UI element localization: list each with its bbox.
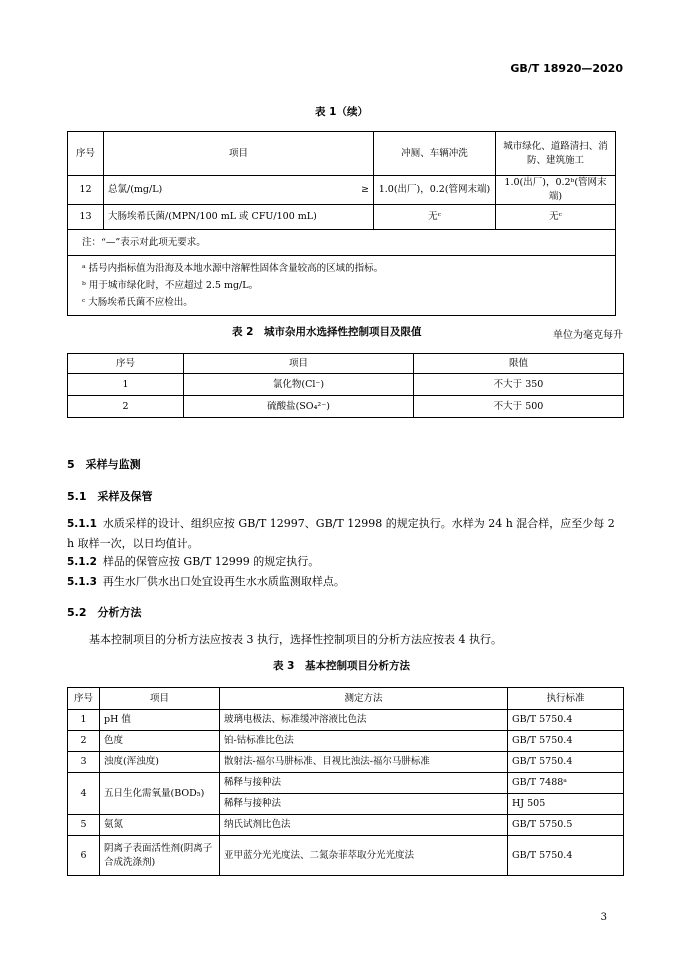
table2-header-limit: 限值 bbox=[414, 354, 624, 374]
page-number: 3 bbox=[600, 912, 607, 923]
row-no: 12 bbox=[68, 176, 104, 205]
table-row bbox=[68, 396, 624, 418]
table2 bbox=[67, 353, 624, 418]
row-method: 纳氏试剂比色法 bbox=[220, 815, 508, 836]
row-method: 亚甲蓝分光光度法、二氮杂菲萃取分光光度法 bbox=[220, 836, 508, 876]
table3-header-row bbox=[68, 688, 624, 710]
table-row bbox=[68, 710, 624, 731]
clause-5-1-3 bbox=[67, 572, 623, 592]
clause-number: 5.1.2 bbox=[67, 556, 97, 568]
table1-header-item: 项目 bbox=[104, 132, 374, 176]
clause-number: 5.1.3 bbox=[67, 576, 97, 588]
table1-footnotes-row bbox=[68, 256, 616, 316]
table3-caption: 表 3 基本控制项目分析方法 bbox=[273, 660, 410, 672]
row-method: 稀释与接种法 bbox=[220, 773, 508, 794]
table2-header-row bbox=[68, 354, 624, 374]
table3 bbox=[67, 687, 624, 876]
row-item: pH 值 bbox=[100, 710, 220, 731]
section-5-2-heading: 5.2 分析方法 bbox=[67, 606, 142, 619]
clause-5-1-2 bbox=[67, 552, 623, 572]
row-standard: GB/T 5750.4 bbox=[508, 752, 624, 773]
row-limit: 不大于 500 bbox=[414, 396, 624, 418]
table1-header-no: 序号 bbox=[68, 132, 104, 176]
row-method: 稀释与接种法 bbox=[220, 794, 508, 815]
row-no: 2 bbox=[68, 731, 100, 752]
comparison-symbol: ≥ bbox=[361, 184, 369, 195]
section-5-heading: 5 采样与监测 bbox=[67, 458, 141, 471]
table-row bbox=[68, 815, 624, 836]
table-row bbox=[68, 731, 624, 752]
row-limit: 不大于 350 bbox=[414, 374, 624, 396]
footnote-a: ᵃ 括号内指标值为沿海及本地水源中溶解性固体含量较高的区域的指标。 bbox=[82, 263, 384, 274]
clause-number: 5.1.1 bbox=[67, 518, 97, 530]
row-item: 浊度(浑浊度) bbox=[100, 752, 220, 773]
table3-header-method: 测定方法 bbox=[220, 688, 508, 710]
row-no: 13 bbox=[68, 205, 104, 230]
row-no: 1 bbox=[68, 374, 184, 396]
table-row bbox=[68, 836, 624, 876]
row-no: 1 bbox=[68, 710, 100, 731]
table3-header-item: 项目 bbox=[100, 688, 220, 710]
row-no: 4 bbox=[68, 773, 100, 815]
table1-note: 注：“—”表示对此项无要求。 bbox=[68, 230, 616, 256]
row-method: 铂-钴标准比色法 bbox=[220, 731, 508, 752]
table-row bbox=[68, 205, 616, 230]
row-standard: GB/T 5750.4 bbox=[508, 731, 624, 752]
row-item: 大肠埃希氏菌/(MPN/100 mL 或 CFU/100 mL) bbox=[104, 205, 374, 230]
section-5-1-heading: 5.1 采样及保管 bbox=[67, 490, 153, 503]
row-item: 硫酸盐(SO₄²⁻) bbox=[184, 396, 414, 418]
footnote-c: ᶜ 大肠埃希氏菌不应检出。 bbox=[82, 297, 193, 308]
row-item: 氨氮 bbox=[100, 815, 220, 836]
row-standard: GB/T 5750.5 bbox=[508, 815, 624, 836]
clause-text: 再生水厂供水出口处宜设再生水水质监测取样点。 bbox=[102, 575, 345, 588]
row-item: 氯化物(Cl⁻) bbox=[184, 374, 414, 396]
standard-number: GB/T 18920—2020 bbox=[510, 62, 623, 75]
table2-caption: 表 2 城市杂用水选择性控制项目及限值 bbox=[232, 326, 422, 338]
table-row bbox=[68, 752, 624, 773]
row-method: 玻璃电极法、标准缓冲溶液比色法 bbox=[220, 710, 508, 731]
row-standard: GB/T 5750.4 bbox=[508, 710, 624, 731]
clause-5-1-1 bbox=[67, 514, 623, 553]
row-standard: GB/T 5750.4 bbox=[508, 836, 624, 876]
footnote-b: ᵇ 用于城市绿化时，不应超过 2.5 mg/L。 bbox=[82, 280, 259, 291]
table-row bbox=[68, 773, 624, 794]
row-col2: 无ᶜ bbox=[496, 205, 616, 230]
row-standard: GB/T 7488ᵃ bbox=[508, 773, 624, 794]
table2-header-item: 项目 bbox=[184, 354, 414, 374]
table1-header-col2: 城市绿化、道路清扫、消防、建筑施工 bbox=[496, 132, 616, 176]
section-5-2-paragraph: 基本控制项目的分析方法应按表 3 执行，选择性控制项目的分析方法应按表 4 执行。 bbox=[89, 633, 502, 646]
table-row bbox=[68, 374, 624, 396]
table-row bbox=[68, 176, 616, 205]
table1-note-row bbox=[68, 230, 616, 256]
row-col1: 1.0(出厂)，0.2(管网末端) bbox=[374, 176, 496, 205]
row-no: 3 bbox=[68, 752, 100, 773]
row-col1: 无ᶜ bbox=[374, 205, 496, 230]
row-no: 2 bbox=[68, 396, 184, 418]
table1-footnotes bbox=[68, 256, 616, 316]
row-col2: 1.0(出厂)，0.2ᵇ(管网末端) bbox=[496, 176, 616, 205]
table2-header-no: 序号 bbox=[68, 354, 184, 374]
row-no: 5 bbox=[68, 815, 100, 836]
row-standard: HJ 505 bbox=[508, 794, 624, 815]
clause-text: 水质采样的设计、组织应按 GB/T 12997、GB/T 12998 的规定执行。水样为 24 h 混合样，应至少每 2 h 取样一次，以日均值计。 bbox=[67, 517, 615, 550]
table2-unit: 单位为毫克每升 bbox=[553, 330, 623, 341]
row-item: 五日生化需氧量(BOD₅) bbox=[100, 773, 220, 815]
table3-header-standard: 执行标准 bbox=[508, 688, 624, 710]
table3-header-no: 序号 bbox=[68, 688, 100, 710]
row-no: 6 bbox=[68, 836, 100, 876]
row-item-text: 总氯/(mg/L) bbox=[108, 184, 163, 195]
row-item bbox=[104, 176, 374, 205]
row-item: 色度 bbox=[100, 731, 220, 752]
clause-text: 样品的保管应按 GB/T 12999 的规定执行。 bbox=[102, 555, 320, 568]
row-item: 阴离子表面活性剂(阴离子合成洗涤剂) bbox=[100, 836, 220, 876]
table1 bbox=[67, 131, 616, 316]
table1-caption: 表 1（续） bbox=[315, 106, 368, 118]
table1-header-col1: 冲厕、车辆冲洗 bbox=[374, 132, 496, 176]
table1-header-row bbox=[68, 132, 616, 176]
row-method: 散射法-福尔马肼标准、目视比浊法-福尔马肼标准 bbox=[220, 752, 508, 773]
